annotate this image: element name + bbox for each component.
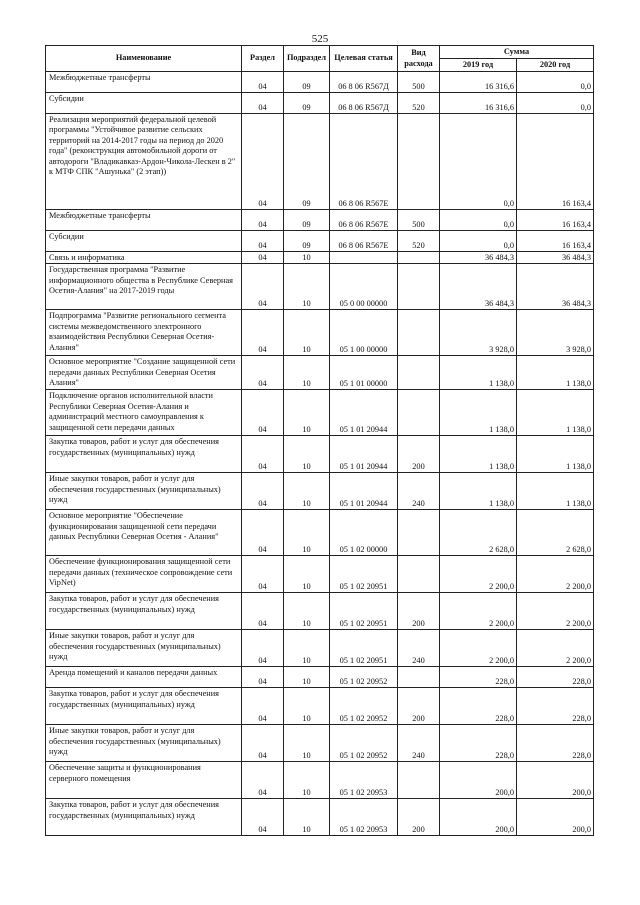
row-subsection: 10 xyxy=(284,688,330,725)
row-section: 04 xyxy=(242,264,284,310)
row-subsection: 10 xyxy=(284,799,330,836)
row-name: Основное мероприятие "Создание защищенной сети передачи данных Республики Северная Осетия Алания" xyxy=(46,356,242,390)
row-sum-2020: 200,0 xyxy=(517,762,594,799)
row-expense-type xyxy=(398,390,440,436)
row-section: 04 xyxy=(242,93,284,114)
row-section: 04 xyxy=(242,630,284,667)
row-name: Обеспечение защиты и функционирования серверного помещения xyxy=(46,762,242,799)
table-row xyxy=(46,630,594,667)
row-article: 06 8 06 R567Е xyxy=(330,231,398,252)
row-article: 06 8 06 R567Д xyxy=(330,72,398,93)
row-sum-2020: 16 163,4 xyxy=(517,210,594,231)
row-sum-2020: 200,0 xyxy=(517,799,594,836)
row-article: 05 1 02 20951 xyxy=(330,593,398,630)
row-expense-type: 500 xyxy=(398,72,440,93)
row-section: 04 xyxy=(242,231,284,252)
budget-table xyxy=(45,45,594,836)
row-expense-type xyxy=(398,556,440,593)
row-article: 06 8 06 R567Е xyxy=(330,114,398,210)
row-expense-type: 520 xyxy=(398,231,440,252)
table-row xyxy=(46,310,594,356)
row-article: 05 1 02 20951 xyxy=(330,556,398,593)
row-section: 04 xyxy=(242,356,284,390)
table-row xyxy=(46,667,594,688)
row-name: Иные закупки товаров, работ и услуг для обеспечения государственных (муниципальных) нужд xyxy=(46,630,242,667)
row-name: Государственная программа "Развитие информационного общества в Республике Северная Осетия-Алания" на 2017-2019 годы xyxy=(46,264,242,310)
row-subsection: 10 xyxy=(284,725,330,762)
table-row xyxy=(46,725,594,762)
header-year-2020: 2020 год xyxy=(517,59,594,72)
header-sum: Сумма xyxy=(440,46,594,59)
row-sum-2020: 2 628,0 xyxy=(517,510,594,556)
row-expense-type xyxy=(398,114,440,210)
row-name: Иные закупки товаров, работ и услуг для обеспечения государственных (муниципальных) нужд xyxy=(46,725,242,762)
row-section: 04 xyxy=(242,390,284,436)
row-section: 04 xyxy=(242,436,284,473)
row-sum-2020: 1 138,0 xyxy=(517,436,594,473)
row-sum-2019: 200,0 xyxy=(440,762,517,799)
row-name: Закупка товаров, работ и услуг для обеспечения государственных (муниципальных) нужд xyxy=(46,593,242,630)
row-expense-type xyxy=(398,310,440,356)
row-expense-type xyxy=(398,762,440,799)
row-article: 05 1 02 00000 xyxy=(330,510,398,556)
row-sum-2019: 36 484,3 xyxy=(440,264,517,310)
header-expense-type: Вид расхода xyxy=(398,46,440,72)
row-section: 04 xyxy=(242,252,284,264)
row-expense-type xyxy=(398,667,440,688)
header-target-article: Целевая статья xyxy=(330,46,398,72)
row-section: 04 xyxy=(242,688,284,725)
row-article: 05 1 00 00000 xyxy=(330,310,398,356)
row-sum-2019: 228,0 xyxy=(440,688,517,725)
row-sum-2020: 1 138,0 xyxy=(517,390,594,436)
row-subsection: 10 xyxy=(284,762,330,799)
row-section: 04 xyxy=(242,210,284,231)
row-expense-type xyxy=(398,510,440,556)
row-section: 04 xyxy=(242,667,284,688)
table-row xyxy=(46,356,594,390)
row-section: 04 xyxy=(242,556,284,593)
row-subsection: 10 xyxy=(284,264,330,310)
row-article: 05 1 02 20953 xyxy=(330,799,398,836)
row-subsection: 10 xyxy=(284,310,330,356)
row-section: 04 xyxy=(242,310,284,356)
row-sum-2019: 2 200,0 xyxy=(440,593,517,630)
row-article: 05 1 01 20944 xyxy=(330,390,398,436)
row-sum-2019: 16 316,6 xyxy=(440,72,517,93)
row-expense-type: 520 xyxy=(398,93,440,114)
table-row xyxy=(46,231,594,252)
row-subsection: 10 xyxy=(284,667,330,688)
row-name: Межбюджетные трансферты xyxy=(46,72,242,93)
table-row xyxy=(46,473,594,510)
page-number: 525 xyxy=(311,33,329,45)
table-row xyxy=(46,93,594,114)
row-sum-2019: 16 316,6 xyxy=(440,93,517,114)
table-row xyxy=(46,510,594,556)
row-expense-type: 240 xyxy=(398,630,440,667)
row-sum-2019: 228,0 xyxy=(440,725,517,762)
table-row xyxy=(46,114,594,210)
row-sum-2020: 228,0 xyxy=(517,688,594,725)
row-expense-type: 240 xyxy=(398,725,440,762)
row-subsection: 10 xyxy=(284,510,330,556)
row-sum-2019: 1 138,0 xyxy=(440,356,517,390)
row-article: 05 1 01 20944 xyxy=(330,436,398,473)
row-subsection: 09 xyxy=(284,72,330,93)
row-sum-2019: 1 138,0 xyxy=(440,390,517,436)
row-sum-2020: 1 138,0 xyxy=(517,356,594,390)
row-sum-2020: 36 484,3 xyxy=(517,252,594,264)
row-section: 04 xyxy=(242,72,284,93)
row-name: Субсидии xyxy=(46,231,242,252)
row-sum-2019: 0,0 xyxy=(440,114,517,210)
row-expense-type xyxy=(398,252,440,264)
header-year-2019: 2019 год xyxy=(440,59,517,72)
row-subsection: 10 xyxy=(284,556,330,593)
row-subsection: 09 xyxy=(284,93,330,114)
row-article: 05 1 01 00000 xyxy=(330,356,398,390)
row-sum-2019: 36 484,3 xyxy=(440,252,517,264)
row-name: Закупка товаров, работ и услуг для обеспечения государственных (муниципальных) нужд xyxy=(46,688,242,725)
row-name: Подпрограмма "Развитие регионального сегмента системы межведомственного электронного взаимодействия Республики Северная Осетия-Алания" xyxy=(46,310,242,356)
table-row xyxy=(46,72,594,93)
row-sum-2020: 2 200,0 xyxy=(517,630,594,667)
table-row xyxy=(46,593,594,630)
row-sum-2020: 2 200,0 xyxy=(517,556,594,593)
row-name: Обеспечение функционирования защищенной сети передачи данных (техническое сопровождение сети VipNet) xyxy=(46,556,242,593)
row-subsection: 10 xyxy=(284,356,330,390)
row-sum-2020: 16 163,4 xyxy=(517,231,594,252)
table-row xyxy=(46,556,594,593)
row-expense-type: 200 xyxy=(398,799,440,836)
row-section: 04 xyxy=(242,762,284,799)
row-section: 04 xyxy=(242,799,284,836)
table-row xyxy=(46,688,594,725)
row-sum-2019: 2 628,0 xyxy=(440,510,517,556)
row-sum-2019: 2 200,0 xyxy=(440,630,517,667)
row-section: 04 xyxy=(242,510,284,556)
row-expense-type xyxy=(398,264,440,310)
row-article: 05 1 02 20952 xyxy=(330,725,398,762)
row-expense-type: 500 xyxy=(398,210,440,231)
row-subsection: 10 xyxy=(284,436,330,473)
table-row xyxy=(46,390,594,436)
row-name: Закупка товаров, работ и услуг для обеспечения государственных (муниципальных) нужд xyxy=(46,799,242,836)
row-subsection: 10 xyxy=(284,630,330,667)
table-row xyxy=(46,762,594,799)
row-sum-2019: 1 138,0 xyxy=(440,436,517,473)
row-subsection: 10 xyxy=(284,390,330,436)
row-article: 05 1 01 20944 xyxy=(330,473,398,510)
row-article: 06 8 06 R567Д xyxy=(330,93,398,114)
row-name: Иные закупки товаров, работ и услуг для обеспечения государственных (муниципальных) нужд xyxy=(46,473,242,510)
table-row xyxy=(46,210,594,231)
table-row xyxy=(46,436,594,473)
row-article xyxy=(330,252,398,264)
header-name: Наименование xyxy=(46,46,242,72)
row-expense-type: 200 xyxy=(398,436,440,473)
row-expense-type: 200 xyxy=(398,593,440,630)
table-row xyxy=(46,799,594,836)
row-name: Основное мероприятие "Обеспечение функционирования защищенной сети передачи данных Республики Северная Осетия - Алания" xyxy=(46,510,242,556)
table-row xyxy=(46,264,594,310)
row-name: Аренда помещений и каналов передачи данных xyxy=(46,667,242,688)
row-section: 04 xyxy=(242,473,284,510)
row-sum-2020: 36 484,3 xyxy=(517,264,594,310)
row-article: 05 0 00 00000 xyxy=(330,264,398,310)
row-expense-type xyxy=(398,356,440,390)
row-article: 05 1 02 20952 xyxy=(330,688,398,725)
row-sum-2019: 1 138,0 xyxy=(440,473,517,510)
row-article: 05 1 02 20951 xyxy=(330,630,398,667)
header-subsection: Подраздел xyxy=(284,46,330,72)
row-sum-2019: 228,0 xyxy=(440,667,517,688)
row-section: 04 xyxy=(242,114,284,210)
row-sum-2020: 228,0 xyxy=(517,725,594,762)
row-section: 04 xyxy=(242,593,284,630)
row-sum-2020: 0,0 xyxy=(517,93,594,114)
row-article: 05 1 02 20953 xyxy=(330,762,398,799)
row-subsection: 09 xyxy=(284,231,330,252)
row-sum-2019: 2 200,0 xyxy=(440,556,517,593)
row-section: 04 xyxy=(242,725,284,762)
row-name: Субсидии xyxy=(46,93,242,114)
row-name: Закупка товаров, работ и услуг для обеспечения государственных (муниципальных) нужд xyxy=(46,436,242,473)
row-name: Связь и информатика xyxy=(46,252,242,264)
row-sum-2020: 1 138,0 xyxy=(517,473,594,510)
row-sum-2020: 16 163,4 xyxy=(517,114,594,210)
table-row xyxy=(46,252,594,264)
row-sum-2020: 2 200,0 xyxy=(517,593,594,630)
row-article: 05 1 02 20952 xyxy=(330,667,398,688)
row-name: Межбюджетные трансферты xyxy=(46,210,242,231)
table-body xyxy=(46,72,594,836)
row-subsection: 10 xyxy=(284,593,330,630)
row-subsection: 09 xyxy=(284,210,330,231)
row-subsection: 10 xyxy=(284,252,330,264)
row-expense-type: 240 xyxy=(398,473,440,510)
row-article: 06 8 06 R567Е xyxy=(330,210,398,231)
row-sum-2019: 0,0 xyxy=(440,231,517,252)
row-sum-2020: 3 928,0 xyxy=(517,310,594,356)
row-expense-type: 200 xyxy=(398,688,440,725)
row-sum-2019: 0,0 xyxy=(440,210,517,231)
row-sum-2020: 228,0 xyxy=(517,667,594,688)
row-name: Подключение органов исполнительной власти Республики Северная Осетия-Алания и администраций местного самоуправления к защищенной сети передачи данных xyxy=(46,390,242,436)
row-sum-2019: 3 928,0 xyxy=(440,310,517,356)
row-sum-2019: 200,0 xyxy=(440,799,517,836)
row-subsection: 09 xyxy=(284,114,330,210)
header-section: Раздел xyxy=(242,46,284,72)
row-subsection: 10 xyxy=(284,473,330,510)
row-name: Реализация мероприятий федеральной целевой программы "Устойчивое развитие сельских территорий на 2014-2017 годы на период до 2020 года" (реконструкция автомобильной дороги от автодороги "Владикавказ-Ардон-Чикола-Лескен в 2" к МТФ СПК "Ашунька" (2 этап)) xyxy=(46,114,242,210)
row-sum-2020: 0,0 xyxy=(517,72,594,93)
